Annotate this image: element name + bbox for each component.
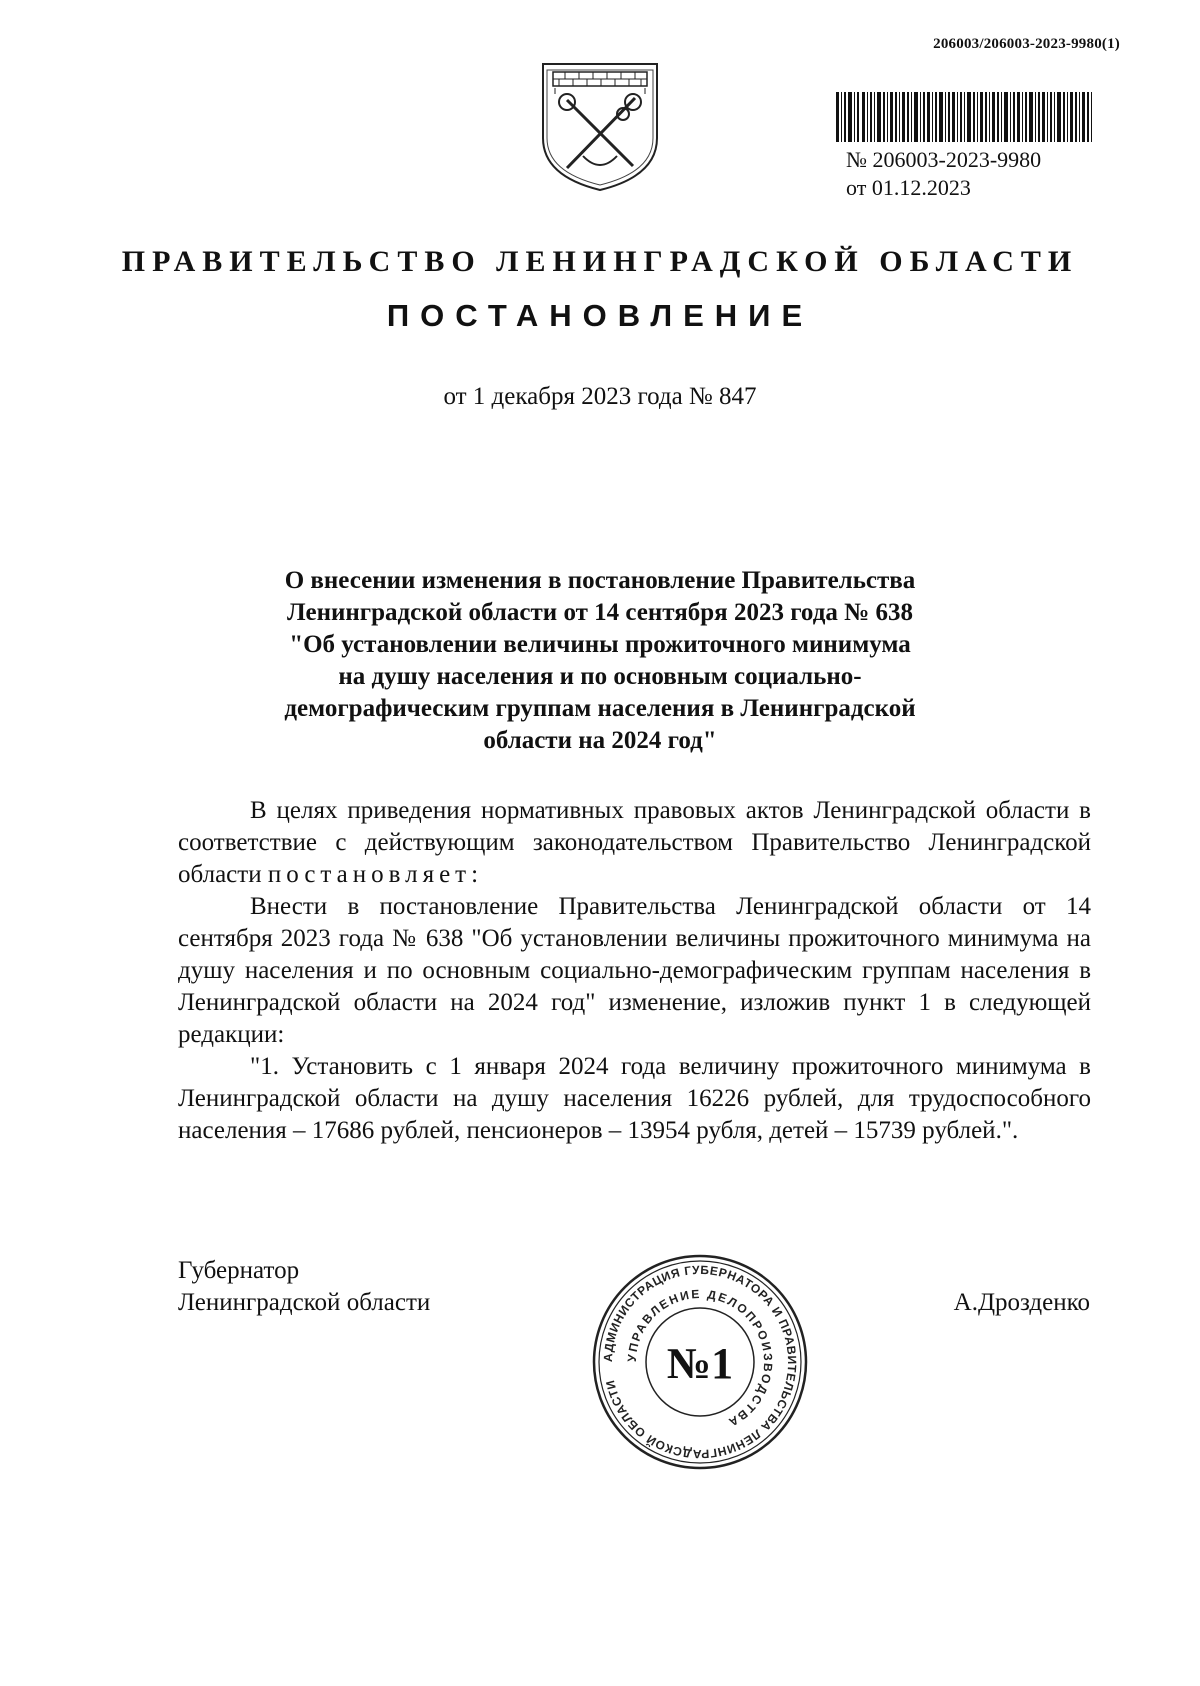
registration-date: от 01.12.2023: [846, 175, 971, 200]
document-type: ПОСТАНОВЛЕНИЕ: [386, 298, 814, 333]
registration-number: № 206003-2023-9980: [846, 147, 1042, 172]
signatory-position: [178, 1255, 430, 1319]
amendment-paragraph: Внести в постановление Правительства Ленинградской области от 14 сентября 2023 года № 638 "Об установлении величины прожиточного минимума на душу населения и по основным социально-демографическим группам населения в Ленинградской области на 2024 год" изменение, изложив пункт 1 в следующей редакции:: [178, 893, 1091, 1048]
title-line: Ленинградской области от 14 сентября 2023 года № 638: [287, 599, 913, 626]
title-line: "Об установлении величины прожиточного минимума: [289, 631, 911, 658]
title-line: области на 2024 год": [483, 727, 717, 754]
stamp-number: №1: [666, 1339, 734, 1388]
registration-block: [846, 146, 1041, 202]
new-clause-paragraph: "1. Установить с 1 января 2024 года величину прожиточного минимума в Ленинградской области на душу населения 16226 рублей, для трудоспособного населения – 17686 рублей, пенсионеров – 13954 рубля, детей – 15739 рублей.".: [178, 1053, 1091, 1144]
reference-code: 206003/206003-2023-9980(1): [933, 36, 1120, 52]
preamble-text: В целях приведения нормативных правовых актов Ленинградской области в соответствие с действующим законодательством Правительство Ленинградской области: [178, 797, 1091, 888]
document-date-number: от 1 декабря 2023 года № 847: [443, 383, 757, 410]
government-name: ПРАВИТЕЛЬСТВО ЛЕНИНГРАДСКОЙ ОБЛАСТИ: [121, 245, 1079, 278]
preamble-paragraph: [178, 795, 1091, 891]
signatory-title: Губернатор: [178, 1257, 300, 1284]
official-seal-stamp: [590, 1252, 810, 1472]
title-line: О внесении изменения в постановление Правительства: [284, 567, 916, 594]
barcode: [836, 92, 1092, 152]
resolves-word: постановляет:: [267, 861, 484, 888]
document-body: [178, 795, 1091, 1147]
coat-of-arms-emblem: [537, 58, 663, 194]
stamp-inner-text: УПРАВЛЕНИЕ ДЕЛОПРОИЗВОДСТВА: [624, 1286, 776, 1431]
signatory-name: А.Дрозденко: [953, 1289, 1090, 1316]
document-title: [180, 565, 1020, 757]
title-line: на душу населения и по основным социально-: [338, 663, 862, 690]
stamp-outer-text: АДМИНИСТРАЦИЯ ГУБЕРНАТОРА И ПРАВИТЕЛЬСТВА ЛЕНИНГРАДСКОЙ ОБЛАСТИ: [600, 1262, 800, 1462]
title-line: демографическим группам населения в Ленинградской: [284, 695, 916, 722]
signatory-region: Ленинградской области: [178, 1289, 431, 1316]
